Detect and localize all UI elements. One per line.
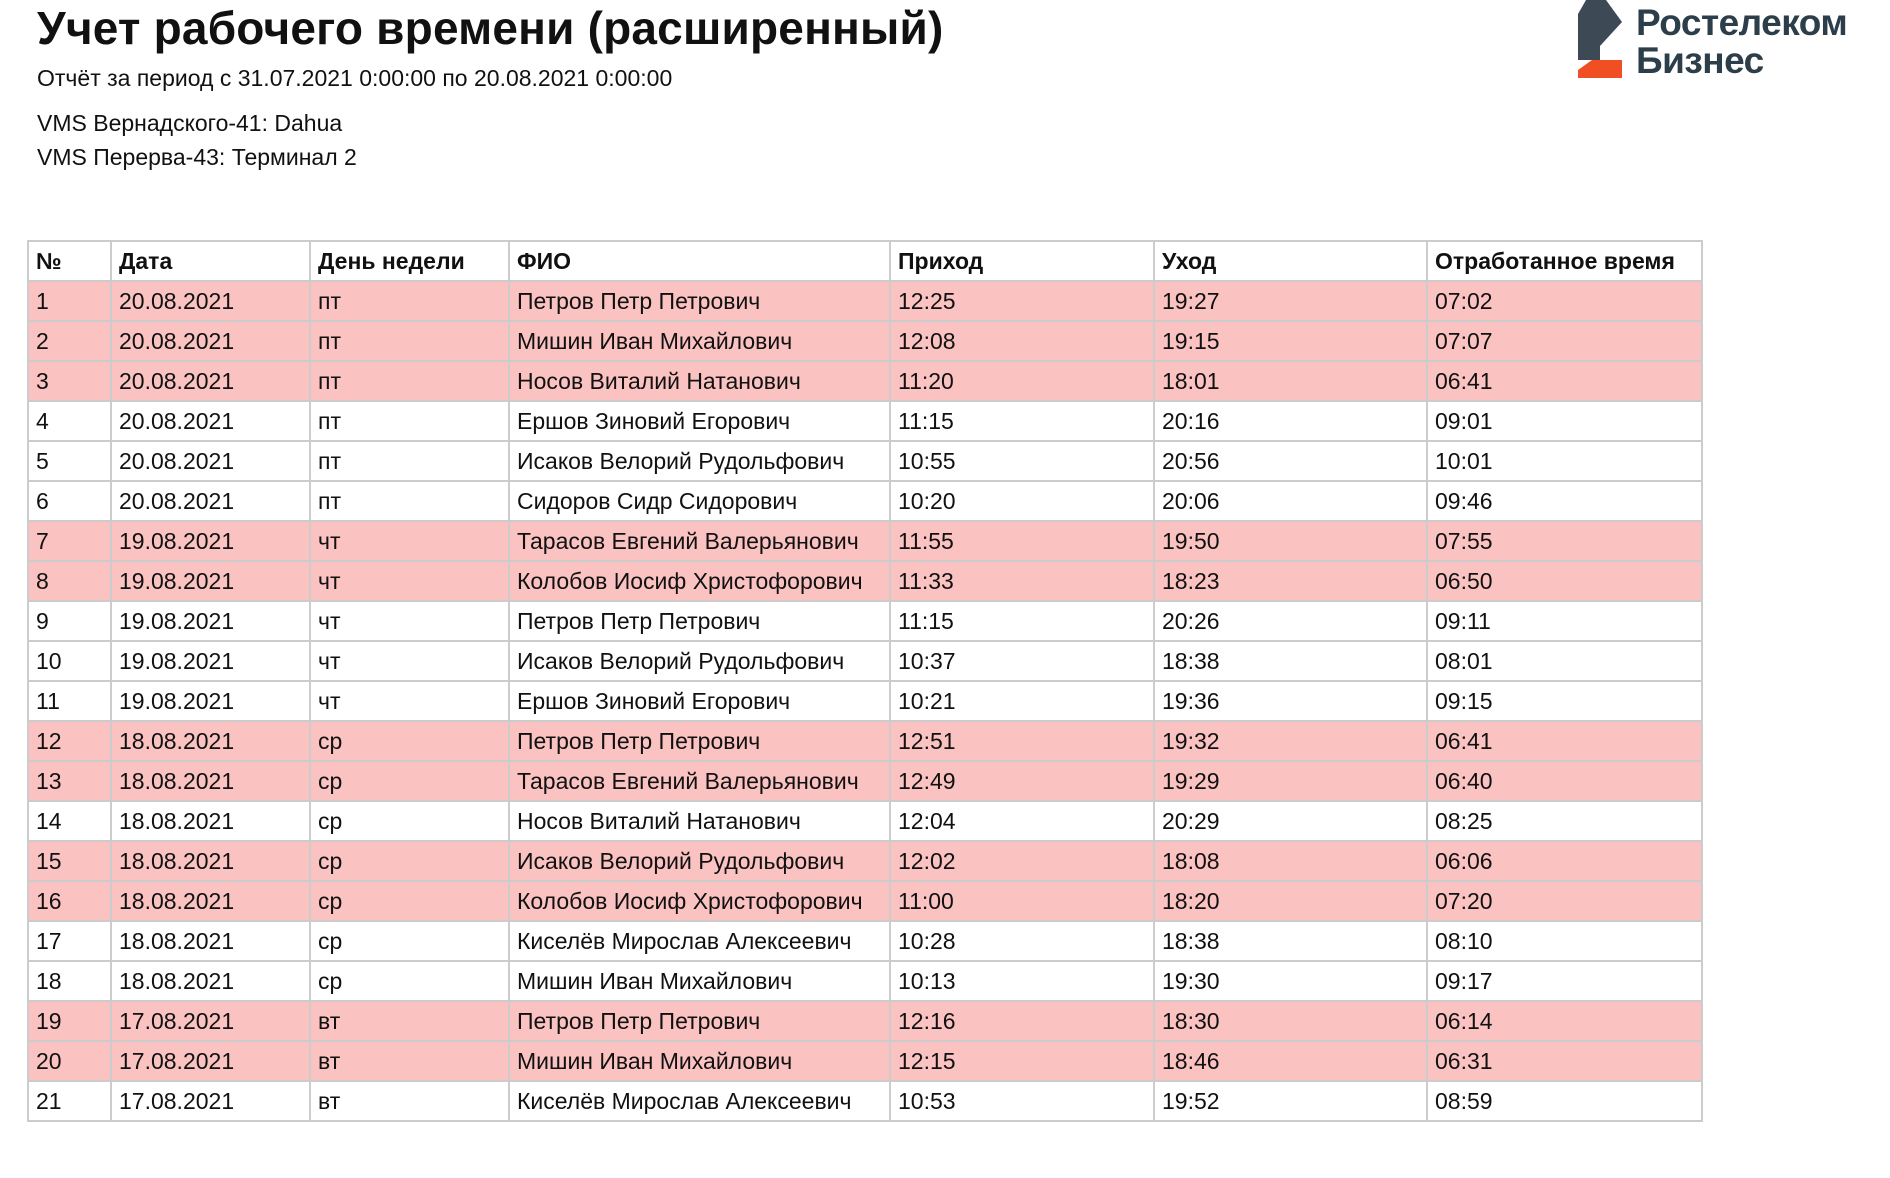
- cell-number: 10: [28, 641, 111, 681]
- cell-weekday: чт: [310, 641, 509, 681]
- cell-weekday: ср: [310, 961, 509, 1001]
- col-header-departure: Уход: [1154, 241, 1427, 281]
- cell-date: 18.08.2021: [111, 721, 310, 761]
- cell-fullname: Носов Виталий Натанович: [509, 361, 890, 401]
- cell-weekday: ср: [310, 721, 509, 761]
- cell-arrival: 10:28: [890, 921, 1154, 961]
- cell-weekday: пт: [310, 481, 509, 521]
- cell-fullname: Ершов Зиновий Егорович: [509, 681, 890, 721]
- table-row: [28, 761, 1702, 801]
- cell-date: 18.08.2021: [111, 881, 310, 921]
- cell-departure: 18:01: [1154, 361, 1427, 401]
- cell-weekday: чт: [310, 521, 509, 561]
- table-row: [28, 641, 1702, 681]
- cell-departure: 18:46: [1154, 1041, 1427, 1081]
- col-header-number: №: [28, 241, 111, 281]
- cell-fullname: Мишин Иван Михайлович: [509, 321, 890, 361]
- col-header-worked-time: Отработанное время: [1427, 241, 1702, 281]
- cell-departure: 18:38: [1154, 641, 1427, 681]
- cell-date: 18.08.2021: [111, 921, 310, 961]
- cell-number: 3: [28, 361, 111, 401]
- col-header-fullname: ФИО: [509, 241, 890, 281]
- col-header-weekday: День недели: [310, 241, 509, 281]
- cell-worked-time: 06:40: [1427, 761, 1702, 801]
- cell-fullname: Колобов Иосиф Христофорович: [509, 561, 890, 601]
- cell-number: 7: [28, 521, 111, 561]
- cell-fullname: Исаков Велорий Рудольфович: [509, 841, 890, 881]
- cell-weekday: ср: [310, 921, 509, 961]
- cell-arrival: 10:21: [890, 681, 1154, 721]
- cell-weekday: вт: [310, 1081, 509, 1121]
- cell-departure: 19:32: [1154, 721, 1427, 761]
- col-header-date: Дата: [111, 241, 310, 281]
- cell-worked-time: 08:25: [1427, 801, 1702, 841]
- table-row: [28, 881, 1702, 921]
- cell-arrival: 10:53: [890, 1081, 1154, 1121]
- cell-departure: 19:29: [1154, 761, 1427, 801]
- cell-worked-time: 09:17: [1427, 961, 1702, 1001]
- table-row: [28, 521, 1702, 561]
- cell-fullname: Колобов Иосиф Христофорович: [509, 881, 890, 921]
- cell-departure: 19:52: [1154, 1081, 1427, 1121]
- cell-number: 18: [28, 961, 111, 1001]
- cell-weekday: ср: [310, 841, 509, 881]
- cell-date: 18.08.2021: [111, 961, 310, 1001]
- cell-number: 5: [28, 441, 111, 481]
- table-row: [28, 401, 1702, 441]
- cell-number: 17: [28, 921, 111, 961]
- cell-departure: 18:38: [1154, 921, 1427, 961]
- cell-departure: 19:36: [1154, 681, 1427, 721]
- cell-fullname: Исаков Велорий Рудольфович: [509, 441, 890, 481]
- cell-weekday: чт: [310, 681, 509, 721]
- cell-weekday: пт: [310, 361, 509, 401]
- cell-worked-time: 09:46: [1427, 481, 1702, 521]
- cell-arrival: 12:25: [890, 281, 1154, 321]
- cell-fullname: Петров Петр Петрович: [509, 281, 890, 321]
- cell-number: 9: [28, 601, 111, 641]
- cell-worked-time: 09:01: [1427, 401, 1702, 441]
- cell-worked-time: 09:11: [1427, 601, 1702, 641]
- cell-date: 19.08.2021: [111, 601, 310, 641]
- cell-arrival: 12:16: [890, 1001, 1154, 1041]
- cell-worked-time: 06:06: [1427, 841, 1702, 881]
- cell-date: 19.08.2021: [111, 521, 310, 561]
- cell-fullname: Тарасов Евгений Валерьянович: [509, 521, 890, 561]
- cell-weekday: пт: [310, 401, 509, 441]
- cell-fullname: Петров Петр Петрович: [509, 721, 890, 761]
- cell-departure: 18:30: [1154, 1001, 1427, 1041]
- cell-date: 19.08.2021: [111, 561, 310, 601]
- table-row: [28, 321, 1702, 361]
- cell-arrival: 11:55: [890, 521, 1154, 561]
- cell-arrival: 10:20: [890, 481, 1154, 521]
- cell-fullname: Сидоров Сидр Сидорович: [509, 481, 890, 521]
- cell-departure: 19:30: [1154, 961, 1427, 1001]
- cell-departure: 20:06: [1154, 481, 1427, 521]
- cell-weekday: вт: [310, 1001, 509, 1041]
- cell-worked-time: 07:20: [1427, 881, 1702, 921]
- cell-number: 19: [28, 1001, 111, 1041]
- cell-arrival: 11:00: [890, 881, 1154, 921]
- vms-source-1: VMS Вернадского-41: Dahua: [37, 110, 343, 136]
- cell-number: 6: [28, 481, 111, 521]
- cell-worked-time: 07:07: [1427, 321, 1702, 361]
- logo-line-2: Бизнес: [1636, 40, 1764, 81]
- vms-source-2: VMS Перерва-43: Терминал 2: [37, 144, 357, 170]
- table-row: [28, 681, 1702, 721]
- cell-number: 2: [28, 321, 111, 361]
- cell-departure: 19:27: [1154, 281, 1427, 321]
- cell-number: 13: [28, 761, 111, 801]
- cell-departure: 20:29: [1154, 801, 1427, 841]
- cell-departure: 19:50: [1154, 521, 1427, 561]
- cell-number: 15: [28, 841, 111, 881]
- table-row: [28, 281, 1702, 321]
- cell-arrival: 12:08: [890, 321, 1154, 361]
- cell-weekday: ср: [310, 761, 509, 801]
- cell-fullname: Киселёв Мирослав Алексеевич: [509, 921, 890, 961]
- cell-arrival: 11:33: [890, 561, 1154, 601]
- timesheet-table: [27, 240, 1703, 1122]
- cell-fullname: Петров Петр Петрович: [509, 601, 890, 641]
- cell-arrival: 11:15: [890, 601, 1154, 641]
- cell-worked-time: 06:31: [1427, 1041, 1702, 1081]
- cell-fullname: Исаков Велорий Рудольфович: [509, 641, 890, 681]
- cell-weekday: ср: [310, 801, 509, 841]
- cell-arrival: 12:15: [890, 1041, 1154, 1081]
- table-row: [28, 1041, 1702, 1081]
- cell-arrival: 12:04: [890, 801, 1154, 841]
- logo-wordmark: [1636, 4, 1847, 80]
- table-row: [28, 601, 1702, 641]
- col-header-arrival: Приход: [890, 241, 1154, 281]
- cell-worked-time: 06:41: [1427, 721, 1702, 761]
- cell-number: 16: [28, 881, 111, 921]
- cell-worked-time: 08:01: [1427, 641, 1702, 681]
- cell-departure: 18:23: [1154, 561, 1427, 601]
- rostelecom-logo-mark-icon: [1578, 0, 1622, 78]
- cell-fullname: Тарасов Евгений Валерьянович: [509, 761, 890, 801]
- cell-fullname: Мишин Иван Михайлович: [509, 961, 890, 1001]
- table-header-row: [28, 241, 1702, 281]
- cell-worked-time: 06:50: [1427, 561, 1702, 601]
- table-row: [28, 841, 1702, 881]
- cell-date: 20.08.2021: [111, 401, 310, 441]
- cell-date: 20.08.2021: [111, 281, 310, 321]
- table-row: [28, 441, 1702, 481]
- cell-date: 18.08.2021: [111, 761, 310, 801]
- table-row: [28, 1001, 1702, 1041]
- cell-departure: 20:56: [1154, 441, 1427, 481]
- cell-date: 19.08.2021: [111, 681, 310, 721]
- cell-weekday: пт: [310, 281, 509, 321]
- cell-number: 21: [28, 1081, 111, 1121]
- report-title: Учет рабочего времени (расширенный): [37, 2, 944, 54]
- cell-fullname: Носов Виталий Натанович: [509, 801, 890, 841]
- cell-fullname: Петров Петр Петрович: [509, 1001, 890, 1041]
- cell-number: 12: [28, 721, 111, 761]
- cell-arrival: 12:02: [890, 841, 1154, 881]
- cell-worked-time: 07:02: [1427, 281, 1702, 321]
- cell-departure: 18:20: [1154, 881, 1427, 921]
- cell-departure: 20:26: [1154, 601, 1427, 641]
- cell-number: 8: [28, 561, 111, 601]
- table-row: [28, 481, 1702, 521]
- table-row: [28, 1081, 1702, 1121]
- table-row: [28, 961, 1702, 1001]
- cell-number: 20: [28, 1041, 111, 1081]
- rostelecom-logo: [1578, 0, 1878, 82]
- cell-arrival: 10:55: [890, 441, 1154, 481]
- cell-date: 18.08.2021: [111, 841, 310, 881]
- cell-date: 17.08.2021: [111, 1001, 310, 1041]
- cell-number: 14: [28, 801, 111, 841]
- cell-arrival: 12:51: [890, 721, 1154, 761]
- cell-date: 20.08.2021: [111, 441, 310, 481]
- table-row: [28, 561, 1702, 601]
- cell-weekday: пт: [310, 321, 509, 361]
- cell-fullname: Киселёв Мирослав Алексеевич: [509, 1081, 890, 1121]
- cell-weekday: чт: [310, 561, 509, 601]
- cell-date: 18.08.2021: [111, 801, 310, 841]
- cell-date: 19.08.2021: [111, 641, 310, 681]
- table-row: [28, 721, 1702, 761]
- cell-fullname: Мишин Иван Михайлович: [509, 1041, 890, 1081]
- cell-number: 4: [28, 401, 111, 441]
- cell-arrival: 12:49: [890, 761, 1154, 801]
- cell-number: 11: [28, 681, 111, 721]
- table-row: [28, 361, 1702, 401]
- cell-worked-time: 08:59: [1427, 1081, 1702, 1121]
- cell-number: 1: [28, 281, 111, 321]
- cell-date: 20.08.2021: [111, 321, 310, 361]
- cell-date: 17.08.2021: [111, 1041, 310, 1081]
- cell-weekday: чт: [310, 601, 509, 641]
- table-row: [28, 801, 1702, 841]
- cell-arrival: 10:13: [890, 961, 1154, 1001]
- cell-worked-time: 08:10: [1427, 921, 1702, 961]
- cell-worked-time: 06:14: [1427, 1001, 1702, 1041]
- cell-departure: 18:08: [1154, 841, 1427, 881]
- cell-date: 20.08.2021: [111, 361, 310, 401]
- cell-departure: 20:16: [1154, 401, 1427, 441]
- report-period: Отчёт за период с 31.07.2021 0:00:00 по 20.08.2021 0:00:00: [37, 65, 673, 91]
- cell-worked-time: 10:01: [1427, 441, 1702, 481]
- cell-date: 17.08.2021: [111, 1081, 310, 1121]
- cell-date: 20.08.2021: [111, 481, 310, 521]
- cell-arrival: 11:20: [890, 361, 1154, 401]
- logo-line-1: Ростелеком: [1636, 2, 1848, 43]
- cell-departure: 19:15: [1154, 321, 1427, 361]
- cell-weekday: пт: [310, 441, 509, 481]
- cell-weekday: ср: [310, 881, 509, 921]
- cell-worked-time: 09:15: [1427, 681, 1702, 721]
- vms-sources: [37, 106, 357, 174]
- table-row: [28, 921, 1702, 961]
- cell-arrival: 10:37: [890, 641, 1154, 681]
- cell-worked-time: 07:55: [1427, 521, 1702, 561]
- table-body: [28, 281, 1702, 1121]
- cell-arrival: 11:15: [890, 401, 1154, 441]
- cell-worked-time: 06:41: [1427, 361, 1702, 401]
- cell-fullname: Ершов Зиновий Егорович: [509, 401, 890, 441]
- cell-weekday: вт: [310, 1041, 509, 1081]
